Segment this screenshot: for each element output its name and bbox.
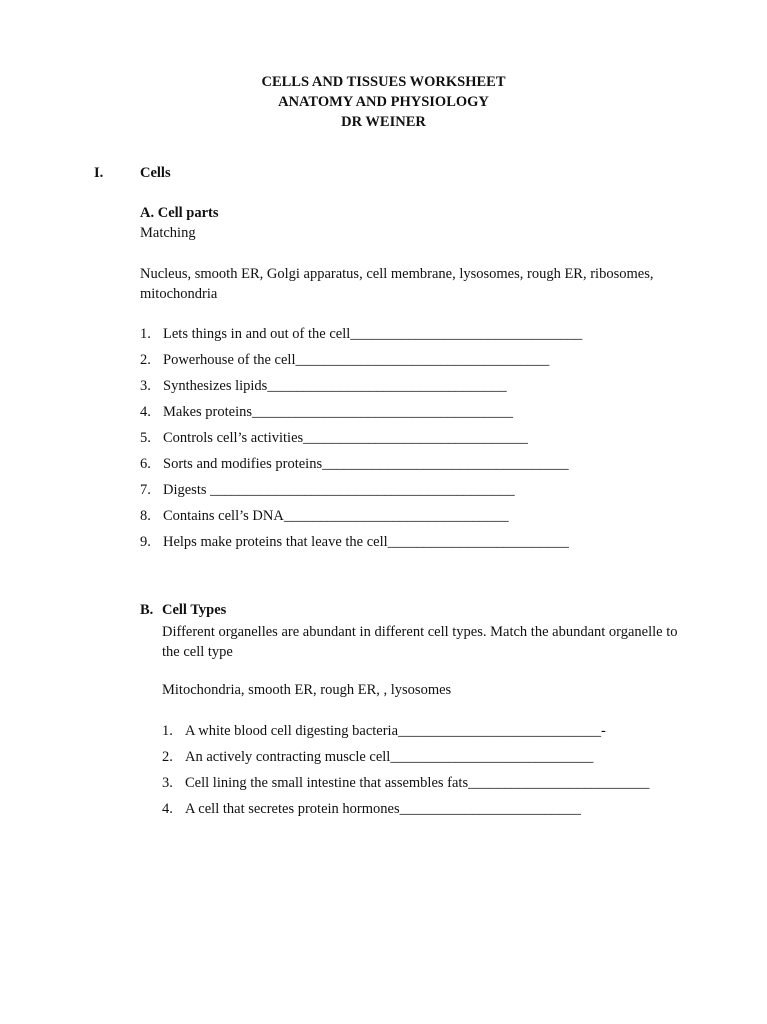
question-text: Digests __________________________________________ (163, 482, 515, 498)
part-a-subheading: Matching (140, 225, 196, 241)
question-text: Lets things in and out of the cell________________________________ (163, 326, 583, 342)
list-item (140, 480, 582, 506)
question-text: An actively contracting muscle cell____________________________ (185, 749, 594, 765)
part-a-word-bank: Nucleus, smooth ER, Golgi apparatus, cell membrane, lysosomes, rough ER, ribosomes, mitochondria (140, 266, 654, 302)
list-item (162, 747, 649, 773)
question-number: 8. (140, 508, 151, 524)
part-b-question-list (162, 721, 649, 825)
part-a-question-list (140, 324, 582, 558)
question-text: Sorts and modifies proteins__________________________________ (163, 456, 569, 472)
list-item (162, 799, 649, 825)
question-number: 1. (162, 723, 173, 739)
part-b-word-bank: Mitochondria, smooth ER, rough ER, , lysosomes (162, 682, 452, 698)
question-text: Cell lining the small intestine that assembles fats_________________________ (185, 775, 650, 791)
question-number: 3. (140, 378, 151, 394)
part-a-heading: A. Cell parts (140, 205, 219, 221)
question-number: 7. (140, 482, 151, 498)
list-item (162, 773, 649, 799)
title-block (0, 72, 767, 132)
list-item (162, 721, 649, 747)
list-item (140, 454, 582, 480)
list-item (140, 376, 582, 402)
question-text: A white blood cell digesting bacteria____________________________- (185, 723, 606, 739)
question-number: 5. (140, 430, 151, 446)
part-b-heading: Cell Types (162, 602, 227, 618)
list-item (140, 506, 582, 532)
list-item (140, 350, 582, 376)
worksheet-title: CELLS AND TISSUES WORKSHEET (261, 74, 506, 90)
question-number: 4. (140, 404, 151, 420)
question-number: 3. (162, 775, 173, 791)
instructor-name: DR WEINER (341, 114, 426, 130)
question-number: 9. (140, 534, 151, 550)
question-number: 6. (140, 456, 151, 472)
list-item (140, 532, 582, 558)
question-text: Makes proteins____________________________________ (163, 404, 513, 420)
list-item (140, 428, 582, 454)
part-b-letter: B. (140, 602, 154, 618)
question-text: Helps make proteins that leave the cell_________________________ (163, 534, 569, 550)
question-number: 1. (140, 326, 151, 342)
list-item (140, 402, 582, 428)
course-title: ANATOMY AND PHYSIOLOGY (278, 94, 489, 110)
question-number: 2. (162, 749, 173, 765)
question-text: Synthesizes lipids_________________________________ (163, 378, 507, 394)
question-number: 4. (162, 801, 173, 817)
question-text: A cell that secretes protein hormones_________________________ (185, 801, 581, 817)
part-b-instructions: Different organelles are abundant in different cell types. Match the abundant organelle to the cell type (162, 624, 678, 660)
section-number: I. (94, 165, 104, 181)
list-item (140, 324, 582, 350)
question-text: Controls cell’s activities_______________________________ (163, 430, 528, 446)
question-text: Powerhouse of the cell___________________________________ (163, 352, 550, 368)
question-text: Contains cell’s DNA_______________________________ (163, 508, 509, 524)
question-number: 2. (140, 352, 151, 368)
section-title: Cells (140, 165, 171, 181)
